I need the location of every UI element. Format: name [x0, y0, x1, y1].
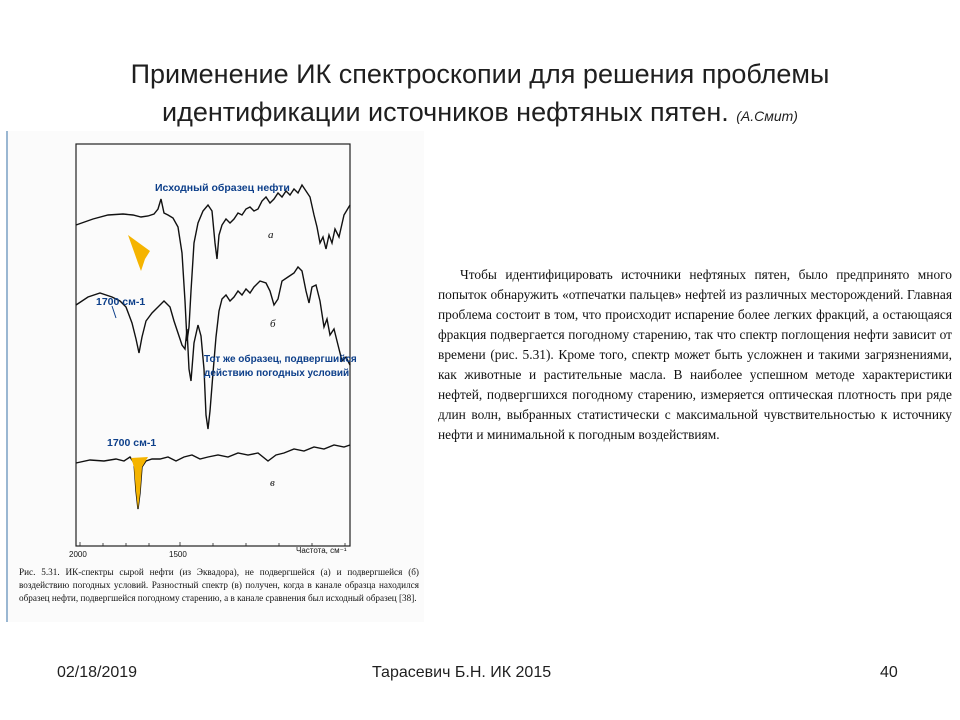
label-original-sample: Исходный образец нефти	[155, 182, 290, 194]
plot-frame	[76, 144, 350, 546]
spectrum-curve-c	[76, 445, 350, 509]
figure-caption: Рис. 5.31. ИК-спектры сырой нефти (из Эквадора), не подвергшейся (а) и подвергшейся (б) воздействию погодных условий. Разностный спектр (в) получен, когда в канале образца находился образец нефти, подвергшейся погодному старению, а в канале сравнения был исходный образец [38].	[19, 567, 419, 604]
footer-author: Тарасевич Б.Н. ИК 2015	[372, 664, 552, 681]
spectrum-curve-a	[76, 185, 350, 341]
marker-1700-lower: 1700 см-1	[107, 437, 157, 449]
slide-title-line1: Применение ИК спектроскопии для решения проблемы	[130, 59, 830, 89]
text-paragraph	[438, 265, 952, 445]
ir-spectra-figure	[6, 131, 424, 622]
paragraph-text: Чтобы идентифицировать источники нефтяных пятен, было предпринято много попыток обнаружить «отпечатки пальцев» нефтей из различных месторождений. Главная проблема состоит в том, что происходит испарение более легких фракций, а остающаяся фракция подвергается погодному старению, так что спектр поглощения нефти зависит от времени (рис. 5.31). Кроме того, спектр может быть усложнен и такими загрязнениями, как животные и растительные масла. В наиболее успешном методе характеристики нефтей, подвергшихся погодному старению, измеряется оптическая плотность при ряде длин волн, выбранных статистически с максимальной чувствительностью к источнику нефти и минимальной к погодным воздействиям.	[438, 267, 952, 442]
tick-label-1500: 1500	[169, 550, 187, 559]
footer-date: 02/18/2019	[57, 664, 138, 681]
tick-label-frequency: Частота, см⁻¹	[296, 546, 347, 555]
slide-title-line2-text: идентификации источников нефтяных пятен.	[162, 97, 729, 127]
spectrum-curve-b	[76, 267, 350, 429]
slide-title	[0, 55, 960, 135]
slide-title-line2	[0, 93, 960, 135]
footer-page-number: 40	[880, 664, 898, 681]
curve-letter-c: в	[270, 477, 275, 489]
curve-letter-a: а	[268, 229, 274, 241]
marker-1700-upper: 1700 см-1	[96, 296, 146, 308]
label-weathered-sample: Тот же образец, подвергшийся действию погодных условий	[204, 354, 357, 379]
curve-letter-b: б	[270, 318, 276, 330]
highlight-band-upper	[128, 235, 150, 271]
slide-citation: (А.Смит)	[736, 108, 798, 124]
tick-label-2000: 2000	[69, 550, 87, 559]
